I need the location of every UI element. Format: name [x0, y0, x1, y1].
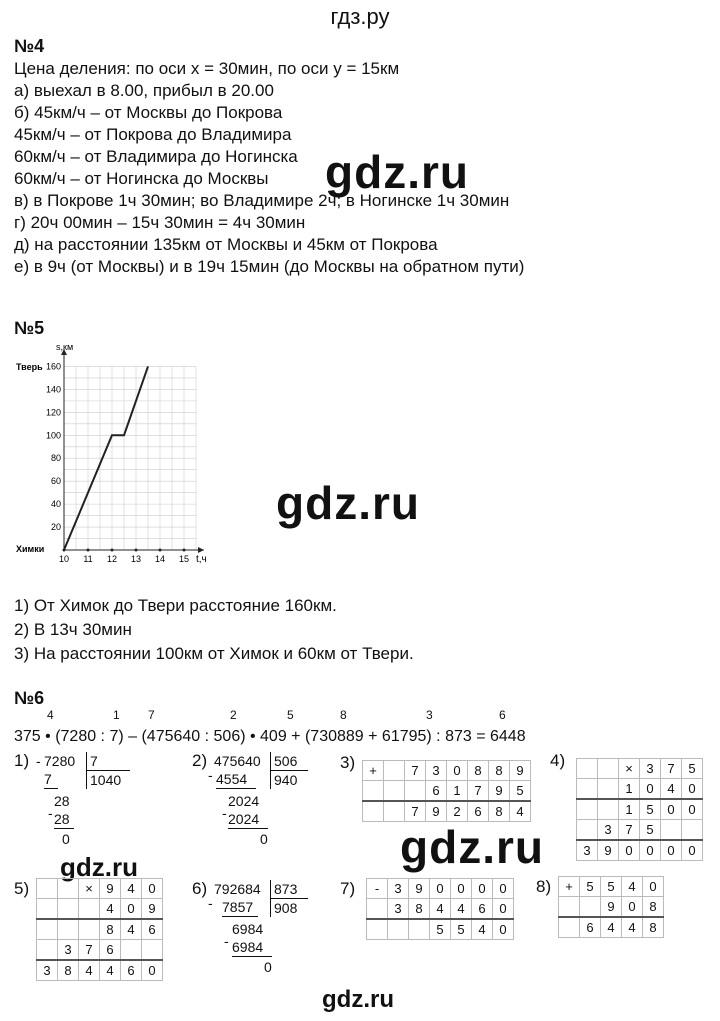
task4-line: б) 45км/ч – от Москвы до Покрова [14, 103, 283, 122]
long-division-2: 475640 506 940 - 4554 2024 - 2024 0 [214, 752, 334, 852]
grid-cell: 4 [451, 899, 472, 920]
grid-cell: 0 [643, 877, 664, 897]
div-line: 4554 [216, 770, 256, 789]
order-mark: 2 [230, 708, 237, 722]
grid-cell: + [559, 877, 580, 897]
grid-cell: 3 [37, 960, 58, 981]
grid-cell [58, 919, 79, 940]
grid-cell [79, 919, 100, 940]
grid-cell: 5 [640, 820, 661, 841]
grid-row [363, 801, 531, 822]
grid-row [559, 877, 664, 897]
quotient: 940 [270, 770, 308, 789]
grid-cell: 4 [661, 779, 682, 800]
grid-cell: 5 [601, 877, 622, 897]
grid-cell [367, 919, 388, 940]
grid-cell: 3 [388, 879, 409, 899]
grid-cell: × [619, 759, 640, 779]
distance-time-chart [14, 338, 214, 578]
chart-x-axis-label: t,ч [196, 554, 207, 565]
div-line: 28 [54, 793, 70, 809]
y-tick-label: 60 [50, 476, 61, 487]
task4-title: №4 [14, 36, 45, 56]
grid-cell [58, 899, 79, 920]
step-label: 2) [192, 751, 208, 770]
grid-row [577, 779, 703, 800]
task4-line: д) на расстоянии 135км от Москвы и 45км от Покрова [14, 235, 438, 254]
grid-cell: 7 [468, 781, 489, 802]
task4-line: 60км/ч – от Владимира до Ногинска [14, 147, 298, 166]
grid-cell [37, 919, 58, 940]
grid-cell: 0 [121, 899, 142, 920]
long-division-1: - 7280 7 1040 7 28 - 28 0 [36, 752, 146, 852]
task4-line: е) в 9ч (от Москвы) и в 19ч 15мин (до Москвы на обратном пути) [14, 257, 525, 276]
grid-cell [577, 799, 598, 820]
step-label: 8) [536, 877, 552, 896]
multiplication-grid [576, 758, 703, 861]
grid-cell: 6 [121, 960, 142, 981]
order-mark: 5 [287, 708, 294, 722]
grid-row [37, 940, 163, 961]
task5-line: 3) На расстоянии 100км от Химок и 60км от Твери. [14, 644, 414, 663]
grid-cell [79, 899, 100, 920]
grid-cell [559, 897, 580, 918]
x-axis-arrow [198, 547, 204, 553]
chart-grid [64, 366, 196, 550]
grid-cell: 6 [100, 940, 121, 961]
task4-line: а) выехал в 8.00, прибыл в 20.00 [14, 81, 274, 100]
dividend: 475640 [214, 753, 261, 769]
grid-cell: 0 [619, 840, 640, 861]
quotient: 908 [270, 898, 308, 917]
grid-cell: 3 [598, 820, 619, 841]
grid-cell [142, 940, 163, 961]
grid-row [577, 820, 703, 841]
watermark: gdz.ru [400, 821, 544, 873]
grid-cell: 1 [619, 799, 640, 820]
x-tick-label: 12 [106, 554, 118, 564]
chart-origin-label: Химки [16, 544, 45, 554]
grid-cell: 3 [58, 940, 79, 961]
x-tick-label: 13 [130, 554, 142, 564]
addition-grid [558, 876, 664, 938]
grid-cell: 4 [601, 917, 622, 938]
grid-cell: 5 [682, 759, 703, 779]
chart-axes [61, 349, 204, 553]
step-label: 1) [14, 751, 30, 770]
grid-cell: 0 [640, 779, 661, 800]
x-tick-label: 14 [154, 554, 166, 564]
grid-cell [37, 879, 58, 899]
x-tick-dot [159, 549, 162, 552]
grid-row [367, 899, 514, 920]
grid-cell [559, 917, 580, 938]
site-header: гдз.ру [330, 4, 390, 29]
x-tick-dot [87, 549, 90, 552]
addition-grid [362, 760, 531, 822]
grid-row [363, 781, 531, 802]
grid-cell: 0 [493, 879, 514, 899]
watermark: gdz.ru [276, 477, 420, 529]
grid-cell: 0 [142, 960, 163, 981]
grid-row [577, 759, 703, 779]
task6-expression: 375 • (7280 : 7) – (475640 : 506) • 409 + (730889 + 61795) : 873 = 6448 [14, 728, 526, 745]
grid-cell: 4 [79, 960, 100, 981]
grid-cell: 5 [430, 919, 451, 940]
grid-cell [384, 761, 405, 781]
grid-cell: 4 [510, 801, 531, 822]
grid-cell [37, 940, 58, 961]
grid-cell: 4 [121, 919, 142, 940]
grid-cell: 0 [493, 899, 514, 920]
x-tick-label: 10 [58, 554, 70, 564]
order-mark: 6 [499, 708, 506, 722]
grid-cell: + [363, 761, 384, 781]
grid-cell: 5 [451, 919, 472, 940]
grid-cell: 0 [682, 779, 703, 800]
order-mark: 4 [47, 708, 54, 722]
grid-cell: 8 [58, 960, 79, 981]
task5-title: №5 [14, 318, 45, 338]
task5-line: 2) В 13ч 30мин [14, 620, 132, 639]
watermark: gdz.ru [60, 852, 138, 882]
x-tick-label: 15 [178, 554, 190, 564]
grid-cell [405, 781, 426, 802]
order-mark: 1 [113, 708, 120, 722]
order-mark: 3 [426, 708, 433, 722]
grid-cell: 6 [142, 919, 163, 940]
dividend: 792684 [214, 881, 261, 897]
grid-cell [598, 779, 619, 800]
grid-row [37, 879, 163, 899]
grid-cell: × [79, 879, 100, 899]
grid-cell [367, 899, 388, 920]
grid-cell: 4 [100, 899, 121, 920]
grid-cell: 4 [472, 919, 493, 940]
grid-cell: 0 [447, 761, 468, 781]
grid-cell [58, 879, 79, 899]
task4-line: Цена деления: по оси x = 30мин, по оси y = 15км [14, 59, 400, 78]
grid-cell: 9 [409, 879, 430, 899]
grid-cell: 4 [430, 899, 451, 920]
order-mark: 7 [148, 708, 155, 722]
grid-cell [661, 820, 682, 841]
grid-row [367, 879, 514, 899]
grid-cell: 6 [580, 917, 601, 938]
grid-cell [409, 919, 430, 940]
y-tick-label: 120 [45, 407, 61, 418]
grid-cell: 8 [489, 801, 510, 822]
div-line: 6984 [232, 938, 272, 957]
grid-row [367, 919, 514, 940]
grid-cell: 2 [447, 801, 468, 822]
grid-cell: 4 [622, 917, 643, 938]
grid-cell [577, 779, 598, 800]
step-label: 5) [14, 879, 30, 898]
grid-cell: 9 [426, 801, 447, 822]
grid-cell: 0 [682, 840, 703, 861]
grid-cell: 1 [619, 779, 640, 800]
grid-cell: 8 [100, 919, 121, 940]
step-label: 4) [550, 751, 566, 770]
grid-cell [121, 940, 142, 961]
grid-cell: 3 [577, 840, 598, 861]
multiplication-grid [36, 878, 163, 981]
y-tick-label: 40 [50, 499, 61, 510]
x-tick-label: 11 [83, 554, 93, 564]
grid-cell: 6 [468, 801, 489, 822]
grid-cell [580, 897, 601, 918]
grid-cell: 7 [661, 759, 682, 779]
grid-cell: 0 [661, 799, 682, 820]
grid-cell: - [367, 879, 388, 899]
grid-row [37, 899, 163, 920]
divisor: 7 [86, 752, 98, 770]
chart-ticks [46, 361, 189, 564]
grid-cell: 0 [682, 799, 703, 820]
div-line: 7857 [222, 898, 258, 917]
task4-line: в) в Покрове 1ч 30мин; во Владимире 2ч; в Ногинске 1ч 30мин [14, 191, 510, 210]
grid-cell: 9 [510, 761, 531, 781]
task5-body [14, 594, 414, 666]
task5-line: 1) От Химок до Твери расстояние 160км. [14, 596, 337, 615]
grid-cell: 8 [409, 899, 430, 920]
subtraction-grid [366, 878, 514, 940]
grid-row [577, 799, 703, 820]
long-division-6: 792684 873 908 - 7857 6984 - 6984 0 [214, 880, 334, 980]
grid-cell: 8 [643, 917, 664, 938]
y-tick-label: 80 [50, 453, 61, 464]
grid-row [37, 919, 163, 940]
footer-watermark: gdz.ru [322, 986, 394, 1013]
div-line: 28 [54, 810, 74, 829]
grid-cell: 3 [388, 899, 409, 920]
grid-cell: 7 [79, 940, 100, 961]
grid-cell: 9 [601, 897, 622, 918]
x-tick-dot [183, 549, 186, 552]
grid-cell: 7 [619, 820, 640, 841]
grid-cell: 0 [622, 897, 643, 918]
grid-cell: 9 [142, 899, 163, 920]
chart-top-label: Тверь [16, 362, 43, 372]
grid-cell: 7 [405, 761, 426, 781]
grid-cell [598, 759, 619, 779]
watermark: gdz.ru [325, 146, 469, 198]
step-label: 3) [340, 753, 356, 772]
grid-cell [598, 799, 619, 820]
grid-row [559, 917, 664, 938]
grid-cell [363, 801, 384, 822]
grid-cell: 4 [622, 877, 643, 897]
task6-title: №6 [14, 688, 45, 708]
div-line: 0 [62, 831, 70, 847]
grid-cell [682, 820, 703, 841]
grid-cell: 9 [100, 879, 121, 899]
div-line: 0 [260, 831, 268, 847]
task4-line: 45км/ч – от Покрова до Владимира [14, 125, 292, 144]
grid-cell: 1 [447, 781, 468, 802]
grid-cell [363, 781, 384, 802]
y-tick-label: 140 [45, 384, 61, 395]
grid-cell: 8 [489, 761, 510, 781]
y-tick-label: 160 [45, 361, 61, 372]
grid-cell: 0 [472, 879, 493, 899]
grid-cell: 0 [451, 879, 472, 899]
x-tick-dot [63, 549, 66, 552]
quotient: 1040 [86, 770, 130, 789]
grid-cell [384, 801, 405, 822]
grid-cell: 6 [426, 781, 447, 802]
divisor: 873 [270, 880, 297, 898]
grid-row [37, 960, 163, 981]
chart-y-axis-label: s,км [56, 342, 74, 352]
task4-line: г) 20ч 00мин – 15ч 30мин = 4ч 30мин [14, 213, 306, 232]
div-line: 2024 [228, 810, 268, 829]
order-mark: 8 [340, 708, 347, 722]
grid-cell: 4 [121, 879, 142, 899]
grid-cell [388, 919, 409, 940]
step-label: 6) [192, 879, 208, 898]
grid-cell: 5 [580, 877, 601, 897]
grid-cell: 8 [643, 897, 664, 918]
grid-cell: 7 [405, 801, 426, 822]
div-line: 2024 [228, 793, 260, 809]
grid-cell: 0 [661, 840, 682, 861]
divisor: 506 [270, 752, 297, 770]
grid-cell: 8 [468, 761, 489, 781]
x-tick-dot [111, 549, 114, 552]
grid-cell [37, 899, 58, 920]
div-line: 0 [264, 959, 272, 975]
grid-cell: 5 [640, 799, 661, 820]
grid-cell: 0 [493, 919, 514, 940]
grid-cell [384, 781, 405, 802]
grid-cell: 6 [472, 899, 493, 920]
grid-cell: 9 [598, 840, 619, 861]
grid-cell [577, 759, 598, 779]
grid-row [363, 761, 531, 781]
y-tick-label: 100 [45, 430, 61, 441]
grid-cell: 5 [510, 781, 531, 802]
grid-cell: 9 [489, 781, 510, 802]
grid-cell: 3 [640, 759, 661, 779]
grid-cell [577, 820, 598, 841]
step-label: 7) [340, 879, 356, 898]
div-line: 6984 [232, 921, 264, 937]
grid-cell: 3 [426, 761, 447, 781]
x-tick-dot [135, 549, 138, 552]
dividend: 7280 [44, 753, 76, 769]
grid-row [559, 897, 664, 918]
grid-cell: 0 [430, 879, 451, 899]
y-tick-label: 20 [50, 522, 61, 533]
task4-line: 60км/ч – от Ногинска до Москвы [14, 169, 269, 188]
grid-cell: 4 [100, 960, 121, 981]
grid-row [577, 840, 703, 861]
grid-cell: 0 [142, 879, 163, 899]
div-line: 7 [44, 770, 58, 789]
grid-cell: 0 [640, 840, 661, 861]
